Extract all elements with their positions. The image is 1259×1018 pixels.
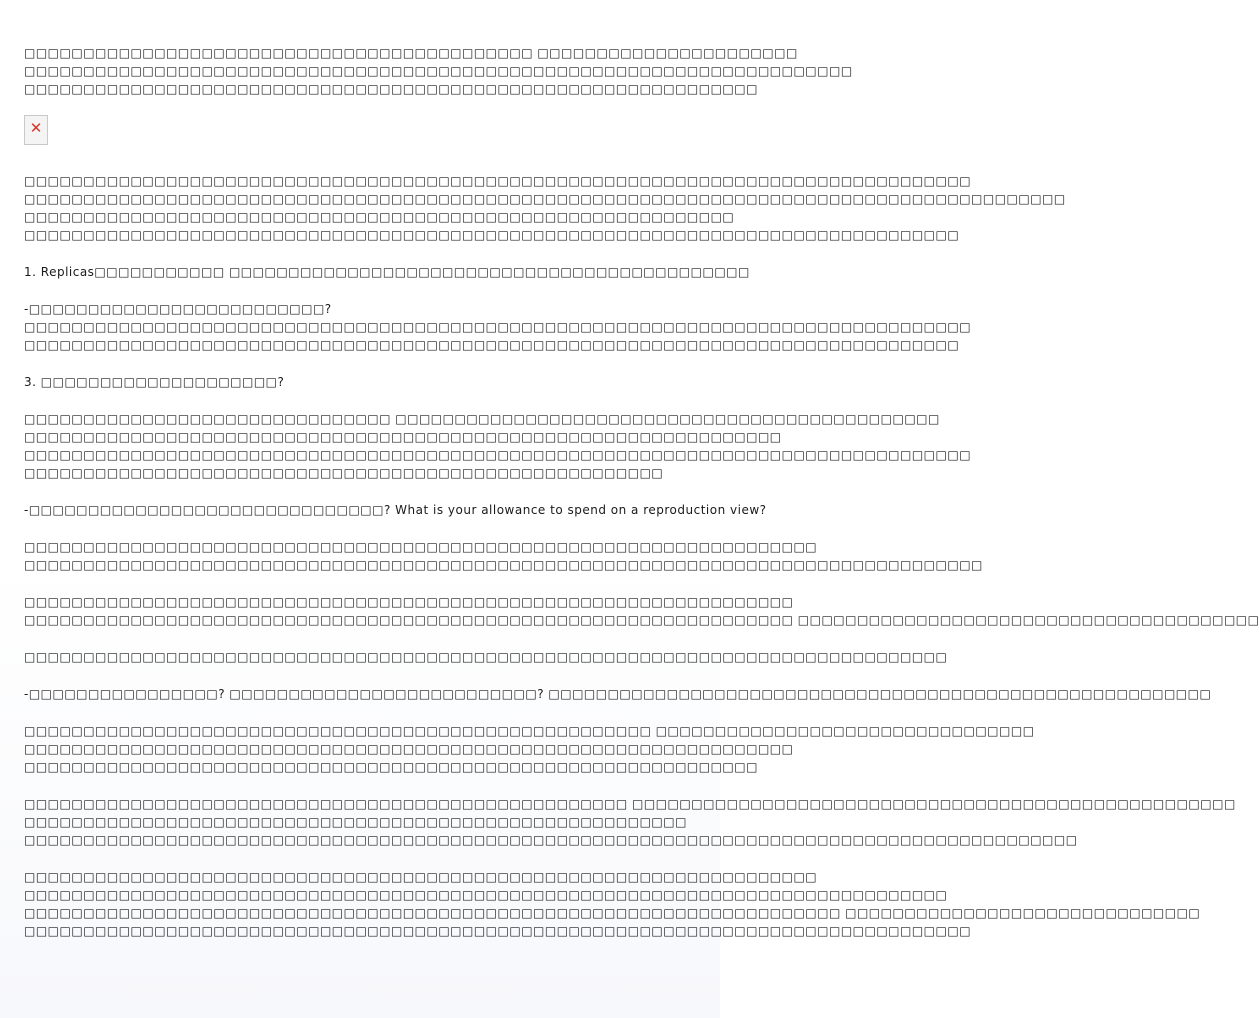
text-line: □□□□□□□□□□□□□□□□□□□□□□□□□□□□□□□□□□□□□□□□□□□□□□□□□□□□□□□□□□□□□□□□□ [24, 595, 794, 609]
text-line: □□□□□□□□□□□□□□□□□□□□□□□□□□□□□□□ □□□□□□□□□□□□□□□□□□□□□□□□□□□□□□□□□□□□□□□□□□□□□□ [24, 412, 940, 426]
text-line: □□□□□□□□□□□□□□□□□□□□□□□□□□□□□□□□□□□□□□□□□□□□□□□□□□□□□□□□□□□□□□□□□□□□□□□□□□□□□□ [24, 888, 948, 902]
text-line: □□□□□□□□□□□□□□□□□□□□□□□□□□□□□□□□□□□□□□□□□□□□□□□□□□□□□□□□□□□□□□□□□□□ [24, 540, 818, 554]
text-line: □□□□□□□□□□□□□□□□□□□□□□□□□□□□□□□□□□□□□□□□□□□□□□□□□□□□□□□□□□□□ [24, 210, 735, 224]
paragraph [24, 538, 983, 574]
paragraph [24, 795, 1236, 849]
paragraph-gap [24, 666, 696, 685]
text-line: □□□□□□□□□□□□□□□□□□□□□□□□□□□□□□□□□□□□□□□□□□□□□□□□□□□□□□□□□□□□□□ [24, 760, 758, 774]
text-line: □□□□□□□□□□□□□□□□□□□□□□□□□□□□□□□□□□□□□□□□□□□□□□□□□□□□□□□□□□□□□□□□□□□□□□□□□□□□□□□□□□□□□□□□□ [24, 833, 1078, 847]
paragraph-gap [24, 244, 696, 263]
text-line: □□□□□□□□□□□□□□□□□□□□□□□□□□□□□□□□□□□□□□□□□□□□□□□□□□□□□□□□□□□□□□□□□□□□□ □□□□□□□□□□□□□□□□□□□□□□□□□□□□□□ [24, 906, 1201, 920]
paragraph-gap [24, 519, 696, 538]
paragraph-gap [24, 354, 696, 373]
paragraph [24, 373, 696, 391]
paragraph-gap [24, 629, 696, 648]
text-line: □□□□□□□□□□□□□□□□□□□□□□□□□□□□□□□□□□□□□□□□□□□□□□□□□□□□□□□□□□□□□□ [24, 82, 758, 96]
text-line: -□□□□□□□□□□□□□□□□? □□□□□□□□□□□□□□□□□□□□□□□□□□? □□□□□□□□□□□□□□□□□□□□□□□□□□□□□□□□□□□□□□□□□□□□□□□□□□□□□□□□ [24, 687, 1212, 701]
text-line: □□□□□□□□□□□□□□□□□□□□□□□□□□□□□□□□□□□□□□□□□□□□□□□□□□□□□□□□□□□□□□□□□□□□□□□□□□□□□□ [24, 650, 948, 664]
text-line: -□□□□□□□□□□□□□□□□□□□□□□□□□□□□□□? What is your allowance to spend on a reproduction view? [24, 503, 767, 517]
article-body [24, 44, 1259, 940]
text-line: □□□□□□□□□□□□□□□□□□□□□□□□□□□□□□□□□□□□□□□□□□□□□□□□□□□□□□□□□□□□□□□□□□□□□□□□□□□□□□□□□ [24, 558, 983, 572]
close-x-icon: ✕ [29, 119, 43, 137]
paragraph [24, 410, 972, 482]
paragraph [24, 300, 972, 354]
text-line: □□□□□□□□□□□□□□□□□□□□□□□□□□□□□□□□□□□□□□□□□□□□□□□□□□□□□□ [24, 466, 664, 480]
text-line: -□□□□□□□□□□□□□□□□□□□□□□□□□? [24, 302, 332, 316]
text-line: □□□□□□□□□□□□□□□□□□□□□□□□□□□□□□□□□□□□□□□□□□□□□□□□□□□□□□□□□□□□□□□□□□□□□□□□□□□□□□□□ [24, 320, 972, 334]
paragraph [24, 263, 750, 281]
text-line: □□□□□□□□□□□□□□□□□□□□□□□□□□□□□□□□□□□□□□□□□□□□□□□□□□□□□ □□□□□□□□□□□□□□□□□□□□□□□□□□□□□□□□ [24, 724, 1035, 738]
paragraph [24, 593, 1259, 629]
text-line: □□□□□□□□□□□□□□□□□□□□□□□□□□□□□□□□□□□□□□□□□□□□□□□□□□□□□□□□□□□□□□□□□□□□□□□□□□□□□□□□□□□□□□□□ [24, 192, 1066, 206]
text-line: □□□□□□□□□□□□□□□□□□□□□□□□□□□□□□□□□□□□□□□□□□□□□□□□□□□□□□□□□□□□□□□□□□□ [24, 870, 818, 884]
paragraph-gap [24, 482, 696, 501]
text-line: □□□□□□□□□□□□□□□□□□□□□□□□□□□□□□□□□□□□□□□□□□□□□□□□□□□□□□□□□□□□□□□□□□□□□□□□□□□□□□□□ [24, 174, 972, 188]
text-line: 1. Replicas□□□□□□□□□□□ □□□□□□□□□□□□□□□□□□□□□□□□□□□□□□□□□□□□□□□□□□□□ [24, 265, 750, 279]
text-line: □□□□□□□□□□□□□□□□□□□□□□□□□□□□□□□□□□□□□□□□□□□□□□□□□□□□□□□□□□□□□□□□□□□□□□ [24, 64, 853, 78]
paragraph-gap [24, 703, 696, 722]
text-line: 3. □□□□□□□□□□□□□□□□□□□□? [24, 375, 285, 389]
text-line: □□□□□□□□□□□□□□□□□□□□□□□□□□□□□□□□□□□□□□□□□□□□□□□□□□□□□□□□□□□□□□□□□ [24, 742, 794, 756]
text-line: □□□□□□□□□□□□□□□□□□□□□□□□□□□□□□□□□□□□□□□□□□□□□□□□□□□□□□□□ [24, 815, 687, 829]
text-line: □□□□□□□□□□□□□□□□□□□□□□□□□□□□□□□□□□□□□□□□□□□□□□□□□□□□□□□□□□□□□□□□□□□□□□□□□□□□□□□□ [24, 924, 972, 938]
paragraph-gap [24, 776, 696, 795]
paragraph [24, 685, 1212, 703]
paragraph-gap [24, 391, 696, 410]
text-line: □□□□□□□□□□□□□□□□□□□□□□□□□□□□□□□□□□□□□□□□□□□□□□□□□□□□□□□□□□□□□□□□□□□□□□□□□□□□□□□ [24, 338, 960, 352]
text-line: □□□□□□□□□□□□□□□□□□□□□□□□□□□□□□□□□□□□□□□□□□□□□□□□□□□□□□□□□□□□□□□□□ □□□□□□□□□□□□□□□□□□□□□□□□□□□□□□□□□□□□□□□ [24, 613, 1259, 627]
paragraph-gap [24, 574, 696, 593]
text-line: □□□□□□□□□□□□□□□□□□□□□□□□□□□□□□□□□□□□□□□□□□□□□□□□□□□□□□□□□□□□□□□□□□□□□□□□□□□□□□□□ [24, 448, 972, 462]
broken-image-icon [24, 115, 48, 145]
text-line: □□□□□□□□□□□□□□□□□□□□□□□□□□□□□□□□□□□□□□□□□□□□□□□□□□□□□□□□□□□□□□□□ [24, 430, 782, 444]
paragraph [24, 44, 853, 98]
paragraph [24, 172, 1066, 244]
text-line: □□□□□□□□□□□□□□□□□□□□□□□□□□□□□□□□□□□□□□□□□□□□□□□□□□□□□□□□□□□□□□□□□□□□□□□□□□□□□□□ [24, 228, 960, 242]
text-line: □□□□□□□□□□□□□□□□□□□□□□□□□□□□□□□□□□□□□□□□□□□ □□□□□□□□□□□□□□□□□□□□□□ [24, 46, 798, 60]
text-line: □□□□□□□□□□□□□□□□□□□□□□□□□□□□□□□□□□□□□□□□□□□□□□□□□□□ □□□□□□□□□□□□□□□□□□□□□□□□□□□□□□□□□□□□□□□□□□□□□□□□□□□ [24, 797, 1236, 811]
paragraph-gap [24, 281, 696, 300]
paragraph [24, 868, 1201, 940]
paragraph [24, 648, 948, 666]
paragraph-gap [24, 849, 696, 868]
paragraph [24, 722, 1035, 776]
paragraph [24, 501, 767, 519]
